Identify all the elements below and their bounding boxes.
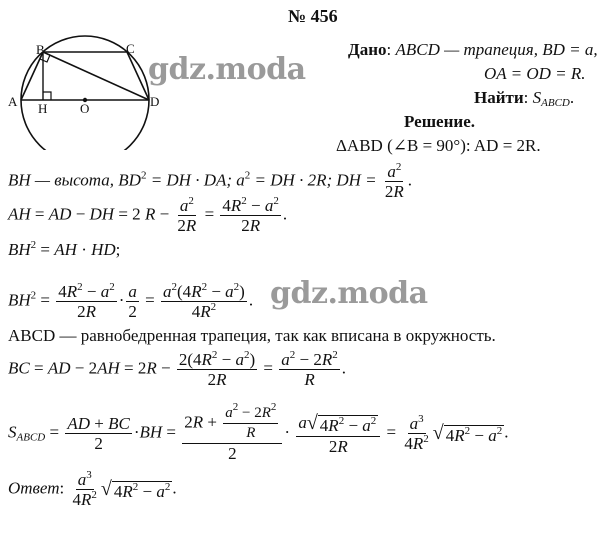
find-line: Найти: $S_{ABCD}$. [474,88,575,109]
line2-part2: = DH · DA; a [146,170,245,190]
solution-line-1: ΔABD (∠B = 90°): AD = 2R. [336,136,541,155]
answer-line: Ответ: $\frac{a^3}{4R^2}$ √ $4R^2 - a^2$ . [8,469,177,509]
solution-line-4: $BH^2$ = AH · HD; [8,239,121,259]
given-label: Дано [348,40,387,59]
label-o: O [80,101,90,116]
label-h: H [38,101,48,116]
solution-heading: Решение. [404,112,475,131]
side-ab [21,52,43,100]
find-value: S [532,88,542,107]
problem-number: № 456 [288,6,338,26]
dh-fraction: $\frac{a^2}{2R}$ [384,161,404,201]
watermark-middle: gdz.moda [270,276,428,311]
solution-line-3: AH = AD − DH = 2 R − $\frac{a^2}{2R}$ = $\frac{4R^2 - a^2}{2R}$ . [8,195,288,235]
given-line-2 [484,64,586,84]
label-b: B [36,42,45,57]
given-text-2: OA = OD = R. [484,64,586,83]
given-line-1: Дано: ABCD — трапеция, BD = a, [348,40,598,59]
line2-part3: = DH · 2R; DH = [250,170,377,190]
solution-line-5: $BH^2$ = $\frac{4R^2 - a^2}{2R}$ · $\frac{a}{2}$ = $\frac{a^2(4R^2 - a^2)}{4R^2}$ . [8,281,254,321]
solution-line-6: ABCD — равнобедренная трапеция, так как вписана в окружность. [8,326,496,345]
line2-part1: BH — высота, BD [8,170,141,190]
find-label: Найти [474,88,524,107]
label-a: A [8,94,18,109]
diagonal-bd [43,52,149,100]
trapezoid-in-circle-figure [10,30,170,150]
side-cd [127,52,149,100]
label-d: D [150,94,160,109]
solution-line-8: $S_{ABCD}$ = $\frac{AD + BC}{2}$ ·BH = 2R + $\frac{a^2 - 2R^2}{R}$ 2 · a √ $4R^2 - a^2$ 2R = $\frac{a^3}{4R^2}$ √ $4R^2 - a^2$ . [8,401,509,463]
answer-label: Ответ [8,478,60,498]
solution-line-7: BC = AD − 2AH = 2R − $\frac{2(4R^2 - a^2)}{2R}$ = $\frac{a^2 - 2R^2}{R}$ . [8,349,346,389]
label-c: C [126,41,135,56]
given-text-1: ABCD — трапеция, BD = a, [395,40,598,59]
watermark-top: gdz.moda [148,52,306,87]
solution-line-2: BH — высота, $BD^2$ = DH · DA; $a^2$ = DH · 2R; DH = $\frac{a^2}{2R}$ . [8,161,413,201]
right-angle-h [43,92,51,100]
